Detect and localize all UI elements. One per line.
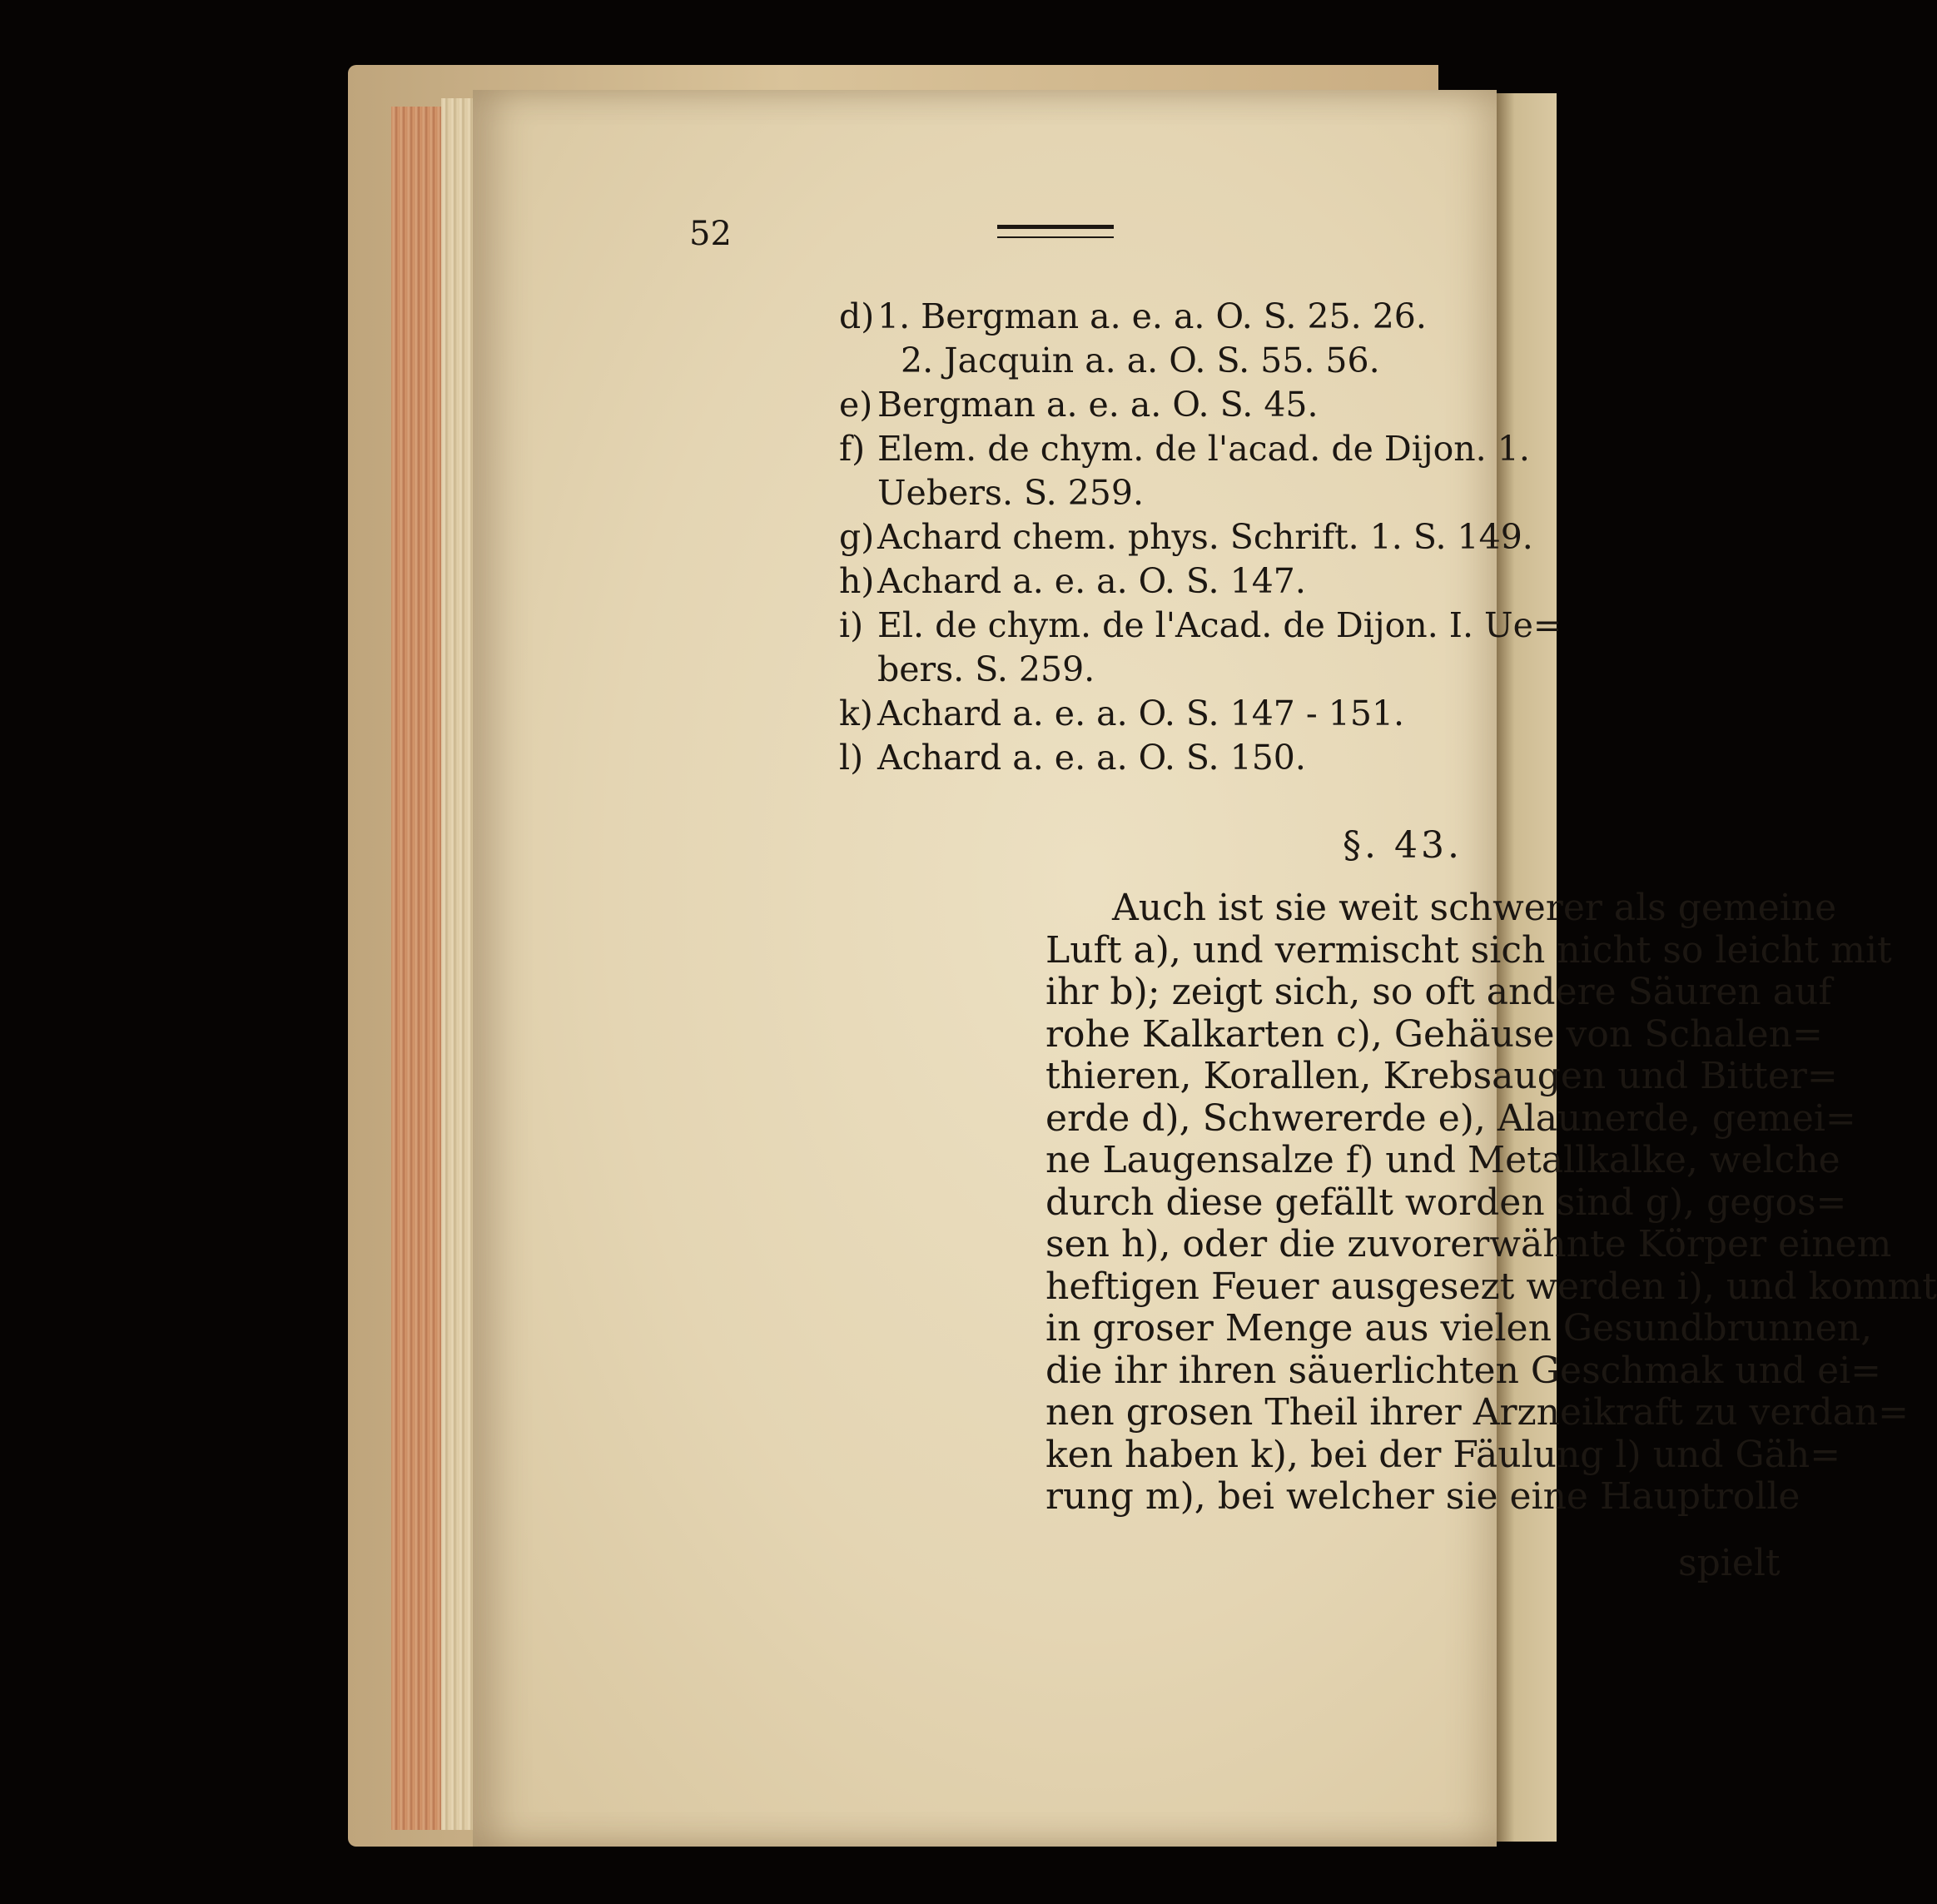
body-line: Auch ist sie weit schwerer als gemeine [1112, 887, 1837, 929]
footnote-text: Elem. de chym. de l'acad. de Dijon. 1. [877, 429, 1530, 469]
footnote-line [839, 693, 1780, 734]
footnote-mark: i) [839, 605, 864, 645]
footnote-text: bers. S. 259. [877, 649, 1095, 689]
footnote-text: Uebers. S. 259. [877, 473, 1145, 513]
footnote-line [839, 516, 1780, 558]
footnote-text: 1. Bergman a. e. a. O. S. 25. 26. [877, 296, 1427, 336]
footnote-line [839, 604, 1780, 646]
footnote-line [839, 649, 1780, 690]
footnote-mark: h) [839, 561, 875, 601]
page-number: 52 [689, 215, 732, 253]
footnote-text: Achard a. e. a. O. S. 147 - 151. [877, 693, 1405, 733]
body-line: nen grosen Theil ihrer Arzneikraft zu verdan= [1045, 1391, 1910, 1434]
footnotes [839, 296, 1780, 781]
body-line: rung m), bei welcher sie eine Hauptrolle [1045, 1475, 1800, 1518]
footnote-line [839, 296, 1780, 337]
footnote-mark: d) [839, 296, 875, 336]
body-line: ken haben k), bei der Fäulung l) und Gäh= [1045, 1433, 1841, 1476]
footnote-text: El. de chym. de l'Acad. de Dijon. I. Ue= [877, 605, 1562, 645]
footnote-text: Bergman a. e. a. O. S. 45. [877, 385, 1319, 425]
catchword: spielt [1678, 1542, 1781, 1584]
body-line: thieren, Korallen, Krebsaugen und Bitter= [1045, 1055, 1838, 1097]
body-line: sen h), oder die zuvorerwähnte Körper einem [1045, 1223, 1892, 1265]
body-line: erde d), Schwererde e), Alaunerde, gemei= [1045, 1096, 1856, 1140]
footnote-line [839, 384, 1780, 425]
body-line: durch diese gefällt worden sind g), gegos= [1045, 1181, 1847, 1224]
body-line: rohe Kalkarten c), Gehäuse von Schalen= [1045, 1012, 1823, 1056]
body-line: heftigen Feuer ausgesezt werden i), und kommt [1045, 1265, 1937, 1308]
footnote-text: Achard a. e. a. O. S. 150. [877, 738, 1306, 778]
footnote-mark: e) [839, 385, 873, 425]
footnote-text: 2. Jacquin a. a. O. S. 55. 56. [901, 341, 1380, 380]
footnote-text: Achard chem. phys. Schrift. 1. S. 149. [877, 517, 1533, 557]
footnote-line [839, 472, 1780, 514]
body-line: ne Laugensalze f) und Metallkalke, welche [1045, 1139, 1840, 1181]
footnote-mark: g) [839, 517, 875, 557]
footnote-line [839, 340, 1780, 381]
body-line: Luft a), und vermischt sich nicht so leicht mit [1045, 928, 1892, 972]
footnote-mark: f) [839, 429, 866, 469]
body-line: ihr b); zeigt sich, so oft andere Säuren auf [1045, 971, 1832, 1013]
footnote-text: Achard a. e. a. O. S. 147. [877, 561, 1306, 601]
footnote-line [839, 737, 1780, 778]
section-heading: §. 43. [1343, 824, 1463, 867]
footnote-line [839, 560, 1780, 602]
footnote-mark: l) [839, 738, 864, 778]
body-line: die ihr ihren säuerlichten Geschmak und ei= [1045, 1349, 1882, 1392]
header-rule [997, 225, 1114, 238]
footnote-mark: k) [839, 693, 873, 733]
footnote-line [839, 428, 1780, 470]
body-line: in groser Menge aus vielen Gesundbrunnen, [1045, 1307, 1873, 1350]
body-text [1045, 887, 1937, 1519]
page-content [348, 0, 1937, 1904]
